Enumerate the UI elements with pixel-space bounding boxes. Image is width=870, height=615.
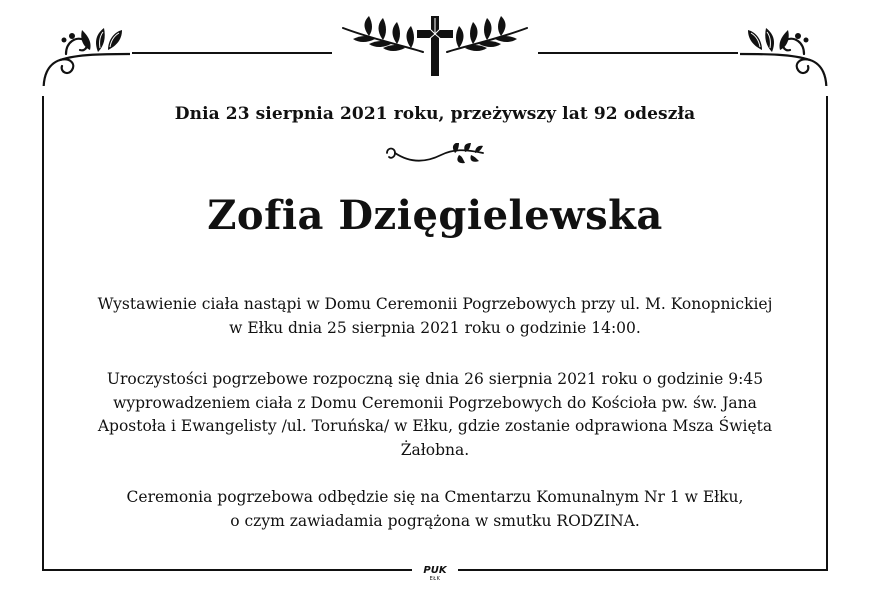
paragraph-line: w Ełku dnia 25 sierpnia 2021 roku o godzinie 14:00. (229, 318, 641, 337)
paragraph-line: o czym zawiadamia pogrążona w smutku RODZINA. (230, 511, 640, 530)
frame-left-border (42, 96, 44, 570)
paragraph-line: Wystawienie ciała nastąpi w Domu Ceremonii Pogrzebowych przy ul. M. Konopnickiej (97, 295, 773, 313)
paragraph-line: wyprowadzeniem ciała z Domu Ceremonii Pogrzebowych do Kościoła pw. św. Jana (113, 393, 757, 412)
frame-bottom-left-line (42, 569, 412, 571)
paragraph-line: Żałobna. (400, 440, 470, 459)
paragraph-line: Ceremonia pogrzebowa odbędzie się na Cmentarzu Komunalnym Nr 1 w Ełku, (126, 488, 744, 506)
cross-icon (335, 12, 535, 80)
floral-corner-left-icon (38, 14, 130, 86)
frame-top-right-line (538, 52, 738, 54)
paragraph-burial (60, 486, 810, 533)
paragraph-line: Apostoła i Ewangelisty /ul. Toruńska/ w Ełku, gdzie zostanie odprawiona Msza Święta (97, 417, 773, 435)
deceased-name: Zofia Dzięgielewska (207, 192, 663, 239)
paragraph-line: Uroczystości pogrzebowe rozpoczną się dnia 26 sierpnia 2021 roku o godzinie 9:45 (106, 370, 764, 388)
frame-bottom-right-line (458, 569, 828, 571)
frame-right-border (826, 96, 828, 570)
floral-corner-right-icon (740, 14, 832, 86)
paragraph-viewing (60, 293, 810, 340)
puk-logo (414, 564, 456, 586)
logo-sub-text: EŁK (429, 576, 441, 582)
frame-top-left-line (132, 52, 332, 54)
leaf-divider-icon (383, 143, 487, 165)
death-notice-header: Dnia 23 sierpnia 2021 roku, przeżywszy lat 92 odeszła (174, 104, 696, 124)
logo-main-text: PUK (423, 565, 447, 576)
paragraph-ceremony (60, 368, 810, 462)
